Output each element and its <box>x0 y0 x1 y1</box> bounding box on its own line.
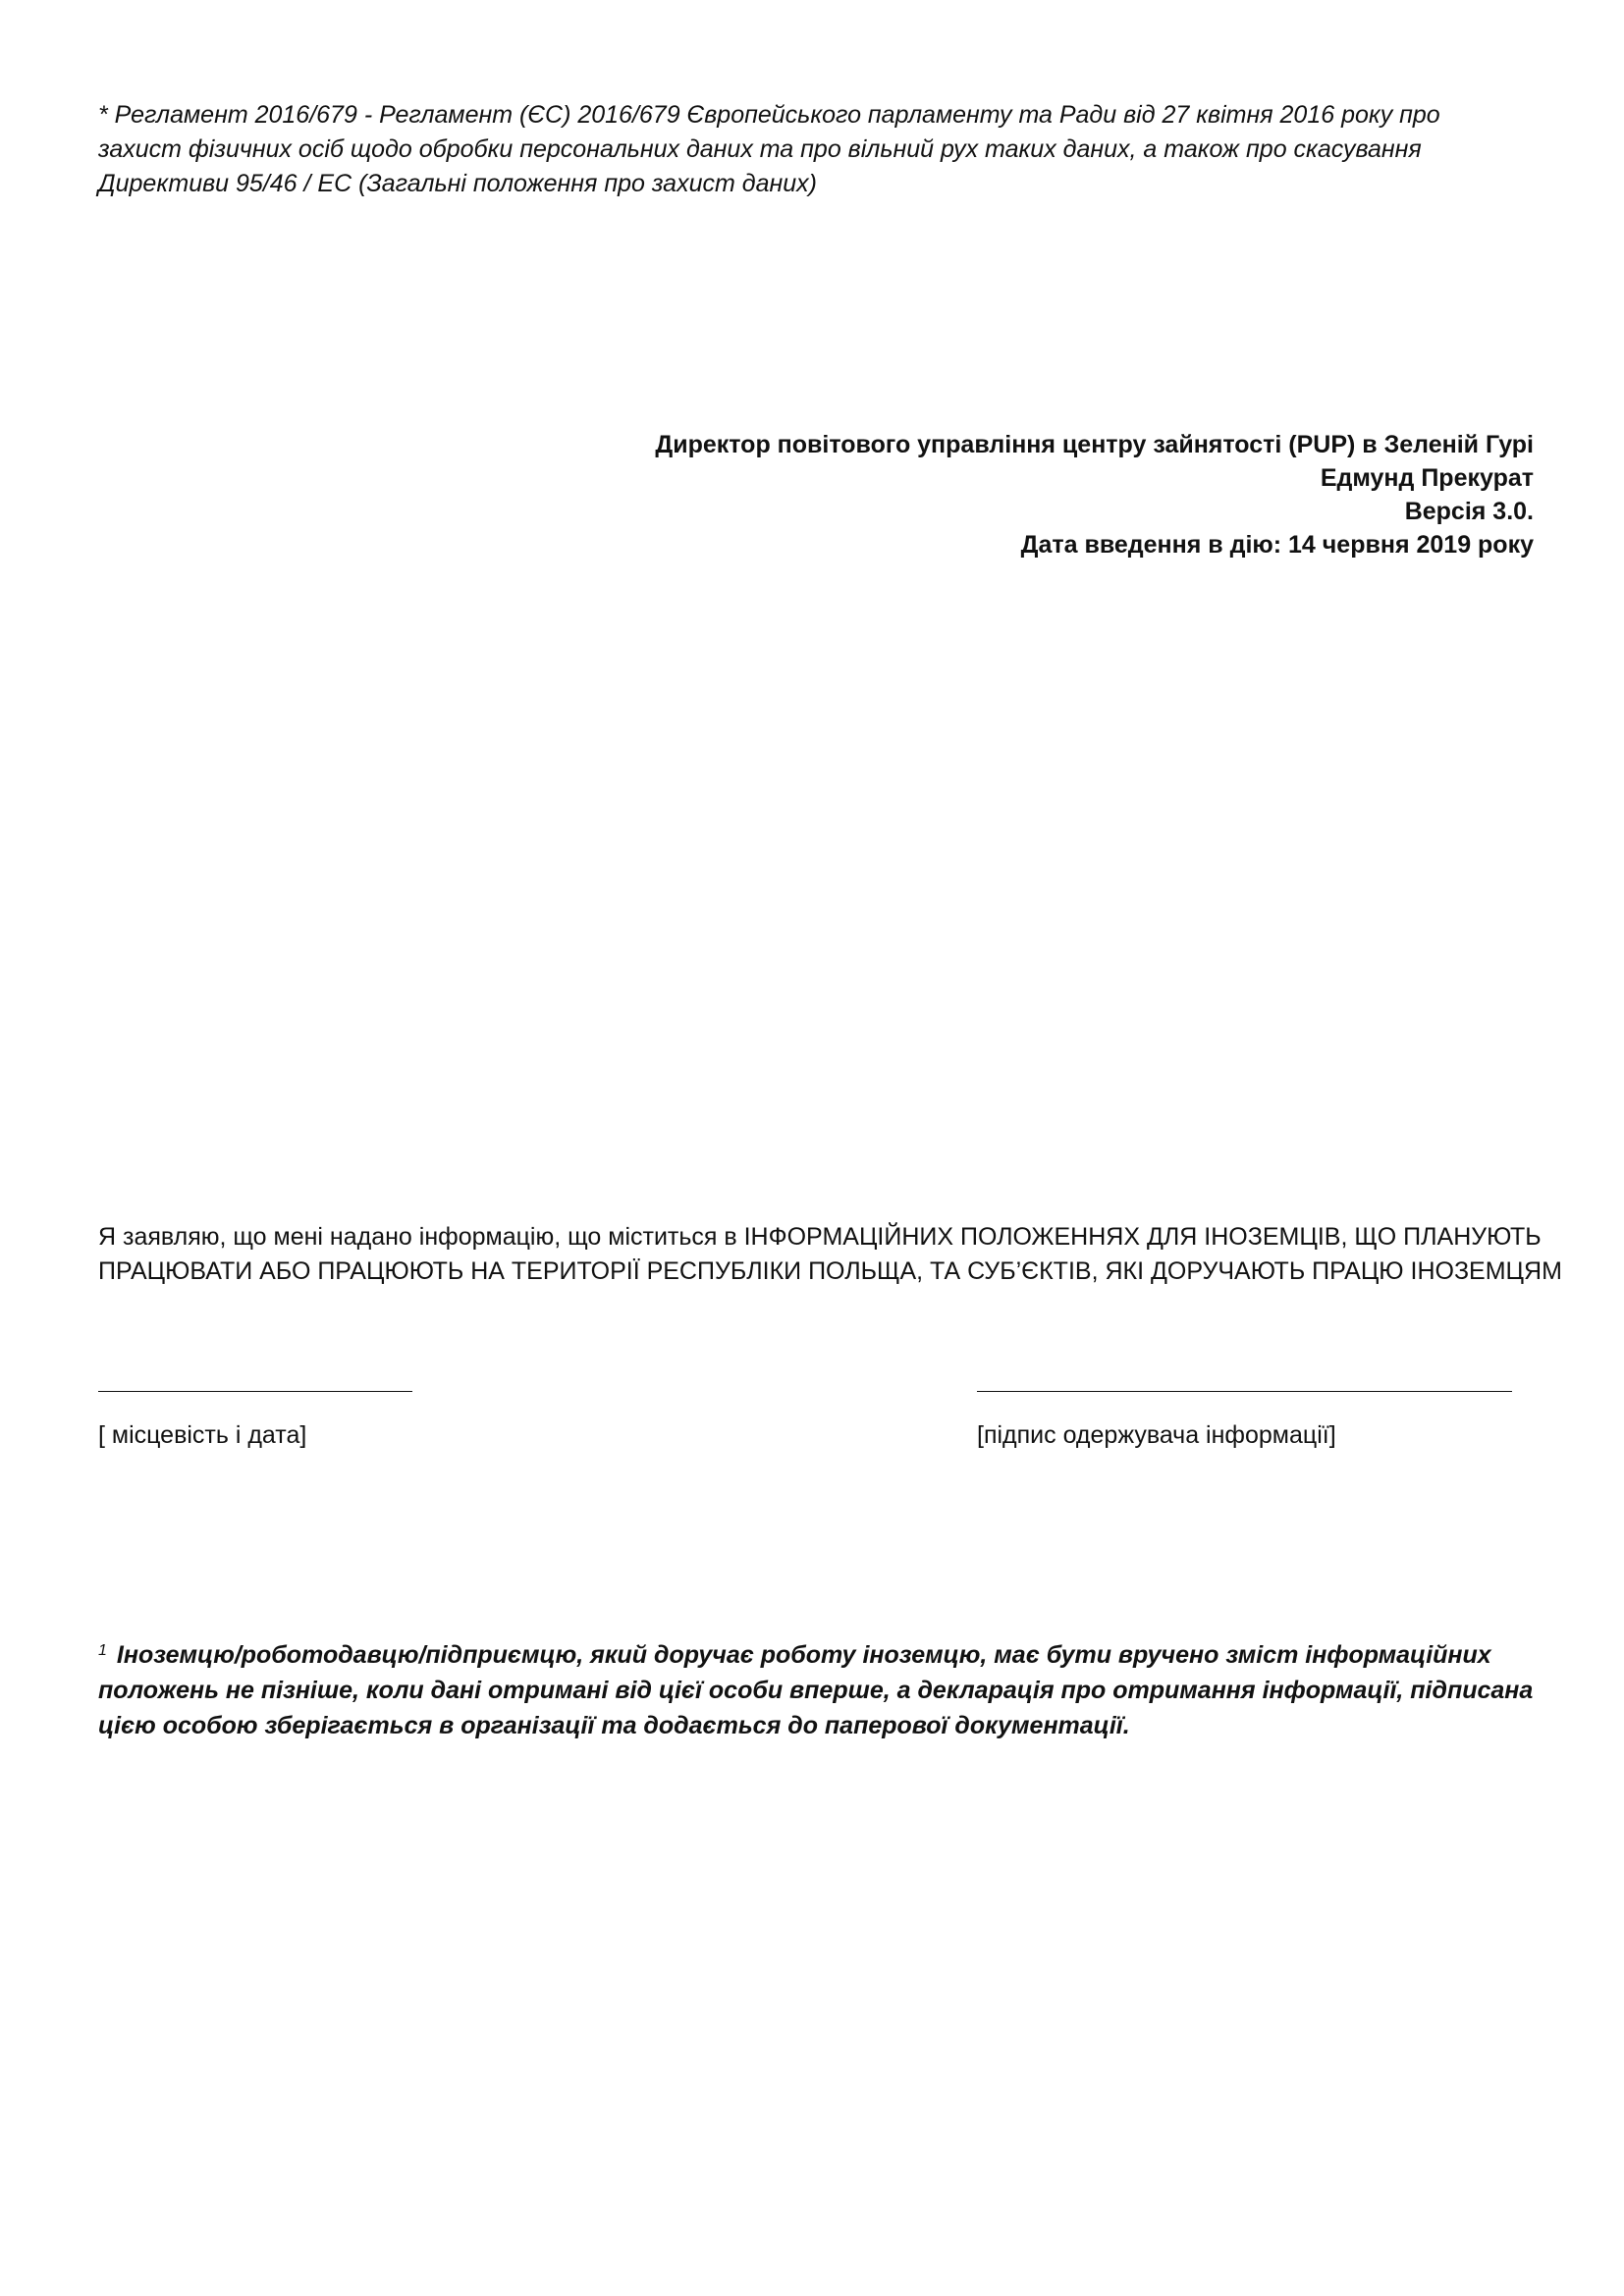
signature-caption: [підпис одержувача інформації] <box>977 1421 1336 1449</box>
delivery-footnote-line: положень не пізніше, коли дані отримані від цієї особи вперше, а декларація про отримання інформації, підписана <box>98 1677 1534 1704</box>
declaration-line: Я заявляю, що мені надано інформацію, що міститься в ІНФОРМАЦІЙНИХ ПОЛОЖЕННЯХ ДЛЯ ІНОЗЕМЦІВ, ЩО ПЛАНУЮТЬ <box>98 1223 1542 1251</box>
regulation-footnote-line: Директиви 95/46 / ЕС (Загальні положення про захист даних) <box>98 170 817 197</box>
place-date-line[interactable] <box>98 1391 412 1392</box>
director-name: Едмунд Прекурат <box>1320 464 1534 492</box>
signature-line[interactable] <box>977 1391 1512 1392</box>
regulation-footnote <box>98 98 1532 201</box>
delivery-footnote <box>98 1637 1542 1743</box>
delivery-footnote-text: Іноземцю/роботодавцю/підприємцю, який доручає роботу іноземцю, має бути вручено зміст інформаційних <box>116 1641 1491 1669</box>
declaration-line: ПРАЦЮВАТИ АБО ПРАЦЮЮТЬ НА ТЕРИТОРІЇ РЕСПУБЛІКИ ПОЛЬЩА, ТА СУБ’ЄКТІВ, ЯКІ ДОРУЧАЮТЬ ПРАЦЮ ІНОЗЕМЦЯМ <box>98 1257 1562 1285</box>
place-date-caption: [ місцевість і дата] <box>98 1421 307 1449</box>
footnote-marker: 1 <box>98 1642 107 1659</box>
delivery-footnote-line <box>98 1637 1542 1673</box>
regulation-footnote-line: захист фізичних осіб щодо обробки персональних даних та про вільний рух таких даних, а також про скасування <box>98 135 1422 163</box>
delivery-footnote-line: цією особою зберігається в організації та додається до паперової документації. <box>98 1712 1130 1739</box>
director-title: Директор повітового управління центру зайнятості (PUP) в Зеленій Гурі <box>655 431 1534 458</box>
declaration-statement <box>98 1220 1562 1289</box>
effective-date: Дата введення в дію: 14 червня 2019 року <box>1020 531 1534 559</box>
director-signoff <box>655 428 1534 561</box>
document-version: Версія 3.0. <box>1404 498 1534 525</box>
regulation-footnote-line: * Регламент 2016/679 - Регламент (ЄС) 2016/679 Європейського парламенту та Ради від 27 квітня 2016 року про <box>98 101 1440 129</box>
